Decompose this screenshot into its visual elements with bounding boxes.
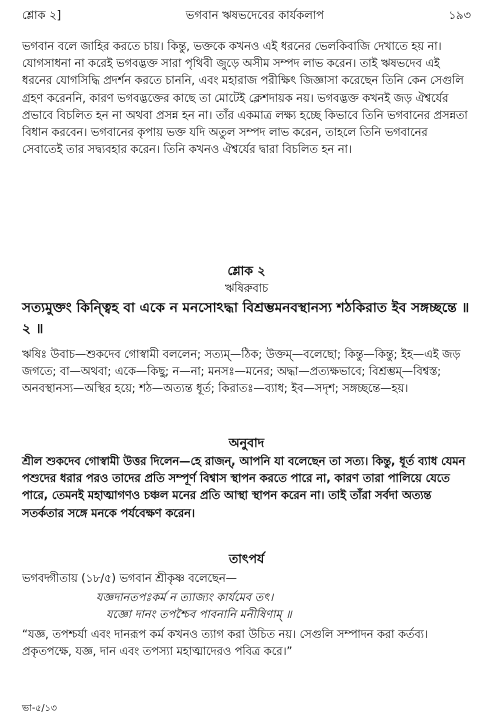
footer-signature: ভা-৫/১৩	[22, 703, 57, 714]
translation-paragraph: শ্রীল শুকদেব গোস্বামী উত্তর দিলেন—হে রাজন্, আপনি যা বলেছেন তা সত্য। কিন্তু, ধূর্ত ব্যাধ যেমন পশুদের ধরার পরও তাদের প্রতি সম্পূর্ণ বিশ্বাস স্থাপন করতে পারে না, কারণ তারা পালিয়ে যেতে পারে, তেমনই মহাত্মাগণও চঞ্চল মনের প্রতি আস্থা স্থাপন করেন না। তাই তাঁরা সর্বদা অত্যন্ত সতর্কতার সঙ্গে মনকে পর্যবেক্ষণ করেন।	[22, 455, 466, 520]
header-verse-ref: শ্লোক ২]	[22, 7, 62, 22]
quote-translation: “যজ্ঞ, তপশ্চর্যা এবং দানরূপ কর্ম কখনও ত্যাগ করা উচিত নয়। সেগুলি সম্পাদন করা কর্তব্য। প্রকৃতপক্ষে, যজ্ঞ, দান এবং তপস্যা মহাত্মাদেরও পবিত্র করে।”	[22, 628, 428, 659]
running-header	[22, 6, 471, 26]
sanskrit-verse: সত্যমুক্তং কিন্ত্বিহ বা একে ন মনসোঽদ্ধা বিশ্রম্ভমনবস্থানস্য শঠকিরাত ইব সঙ্গচ্ছন্তে ॥ ২ ॥	[22, 300, 470, 337]
translation-title: অনুবাদ	[228, 435, 265, 450]
commentary-paragraph: ভগবান বলে জাহির করতে চায়। কিন্তু, ভক্তকে কখনও এই ধরনের ভেলকিবাজি দেখাতে হয় না। যোগসাধনা না করেই ভগবদ্ভক্ত সারা পৃথিবী জুড়ে অসীম সম্পদ লাভ করেন। তাই ঋষভদেব এই ধরনের যোগসিদ্ধি প্রদর্শন করতে চাননি, এবং মহারাজ পরীক্ষিৎ জিজ্ঞাসা করেছেন তিনি কেন সেগুলি গ্রহণ করেননি, কারণ ভগবদ্ভক্তের কাছে তা মোটেই ক্লেশদায়ক নয়। ভগবদ্ভক্ত কখনই জড় ঐশ্বর্যের প্রভাবে বিচলিত হন না অথবা প্রসন্ন হন না। তাঁর একমাত্র লক্ষ্য হচ্ছে কিভাবে তিনি ভগবানের প্রসন্নতা বিধান করবেন। ভগবানের কৃপায় ভক্ত যদি অতুল সম্পদ লাভ করেন, তাহলে তিনি ভগবানের সেবাতেই তার সদ্ব্যবহার করেন। তিনি কখনও ঐশ্বর্যের দ্বারা বিচলিত হন না।	[22, 40, 468, 157]
header-chapter-title: ভগবান ঋষভদেবের কার্যকলাপ	[185, 7, 324, 22]
verse-speaker: ঋষিরুবাচ	[224, 282, 269, 295]
synonyms-paragraph: ঋষিঃ উবাচ—শুকদেব গোস্বামী বললেন; সত্যম্—ঠিক; উক্তম্—বলেছো; কিন্তু—কিন্তু; ইহ—এই জড় জগতে; বা—অথবা; একে—কিছু; ন—না; মনসঃ—মনের; অদ্ধা—প্রত্যক্ষভাবে; বিশ্রম্ভম্—বিশ্বস্ত; অনবস্থানস্য—অস্থির হয়ে; শঠ—অত্যন্ত ধূর্ত; কিরাতঃ—ব্যাধ; ইব—সদৃশ; সঙ্গচ্ছন্তে—হয়।	[22, 348, 461, 396]
header-page-number: ১৯৩	[448, 7, 471, 22]
quote-line-2: যজ্ঞো দানং তপশ্চৈব পাবনানি মনীষিণাম্ ॥	[106, 608, 292, 621]
sloka-title: শ্লোক ২	[227, 263, 266, 278]
purport-title: তাৎপর্য	[228, 551, 265, 566]
purport-intro: ভগবদ্গীতায় (১৮/৫) ভগবান শ্রীকৃষ্ণ বলেছেন—	[22, 572, 237, 585]
quote-line-1: যজ্ঞদানতপঃকর্ম ন ত্যাজ্যং কার্যমেব তৎ।	[96, 591, 274, 604]
